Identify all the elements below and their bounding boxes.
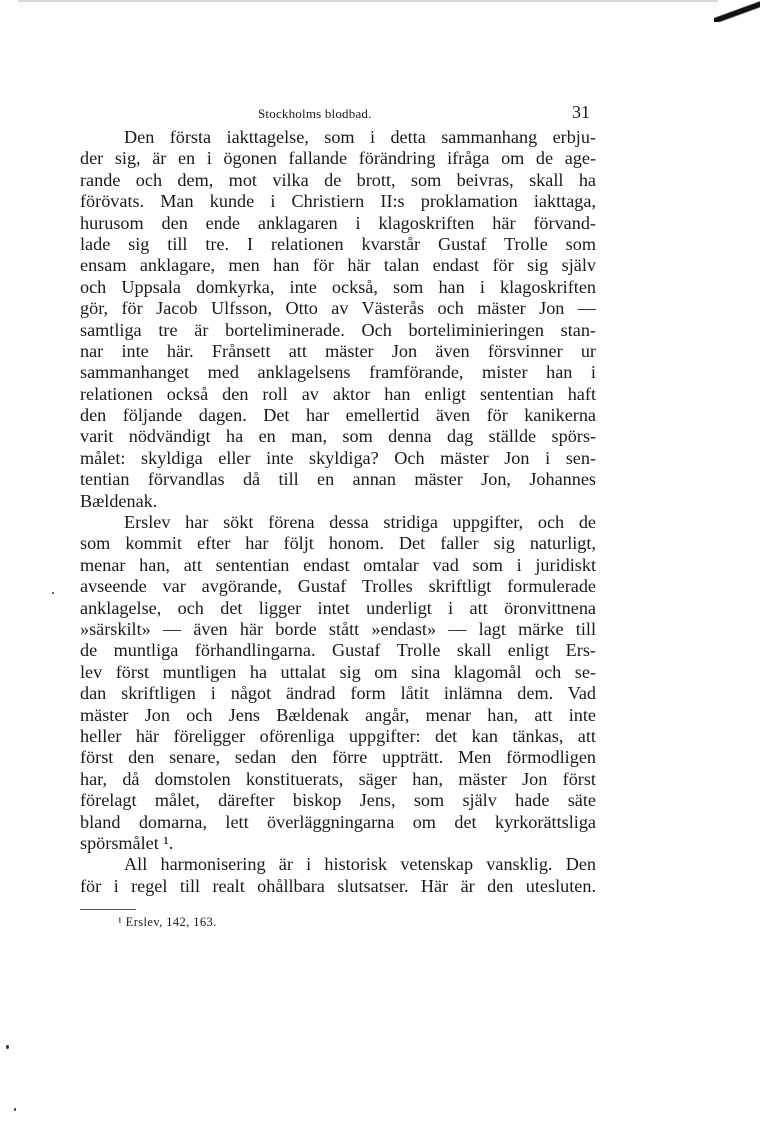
paragraph-2-line: menar han, att sententian endast omtalar vad som i juridiskt [80,554,596,575]
paragraph-1-line: Bældenak. [80,490,158,511]
footnote: ¹ Erslev, 142, 163. [118,915,217,929]
scan-speck [14,1108,16,1111]
paragraph-2-line: avseende var avgörande, Gustaf Trolles skriftligt formulerade [80,576,596,597]
body-text [80,127,596,897]
paragraph-1-line: lade sig till tre. I relationen kvarstår Gustaf Trolle som [80,233,596,254]
paragraph-1-line: rande och dem, mot vilka de brott, som beivras, skall ha [80,169,596,190]
paragraph-2-line: »särskilt» — även här borde stått »endast» — lagt märke till [80,618,596,639]
paragraph-1-line: och Uppsala domkyrka, inte också, som han i klagoskriften [80,276,596,297]
paragraph-3-line: All harmonisering är i historisk vetenskap vansklig. Den [124,854,596,875]
paragraph-2-line: först den senare, sedan den förre uppträtt. Men förmodligen [80,747,596,768]
paragraph-1-line: Den första iakttagelse, som i detta sammanhang erbju- [124,127,596,147]
paragraph-2-line: anklagelse, och det ligger intet underligt i att öronvittnena [80,597,596,618]
paragraph-1-line: varit nödvändigt ha en man, som denna dag ställde spörs- [80,426,596,447]
paragraph-1-line: relationen också den roll av aktor han enligt sententian haft [80,383,596,404]
paragraph-1-line: der sig, är en i ögonen fallande förändring ifråga om de age- [80,148,596,169]
paragraph-2-line: mäster Jon och Jens Bældenak angår, menar han, att inte [80,704,596,725]
running-head [0,100,760,130]
paragraph-2-line: de muntliga förhandlingarna. Gustaf Trolle skall enligt Ers- [80,640,596,661]
top-page-edge-rule [18,0,718,2]
paragraph-2-line: heller här föreligger oförenliga uppgifter: det kan tänkas, att [80,725,596,746]
paragraph-1-line: samtliga tre är borteliminerade. Och borteliminieringen stan- [80,319,596,340]
footnote-rule [80,909,136,910]
paragraph-1-line: tentian förvandlas då till en annan mäster Jon, Johannes [80,469,596,490]
page-number: 31 [572,102,590,122]
paragraph-1-line: målet: skyldiga eller inte skyldiga? Och mäster Jon i sen- [80,447,596,468]
corner-scan-mark [714,0,760,22]
paragraph-3-line: för i regel till realt ohållbara slutsatser. Här är den utesluten. [80,875,596,896]
paragraph-1-line: sammanhanget med anklagelsens framförande, mister han i [80,362,596,383]
paragraph-2-line: spörsmålet ¹. [80,832,174,853]
paragraph-1-line: ensam anklagare, men han för här talan endast för sig själv [80,255,596,276]
paragraph-2-line: har, då domstolen konstituerats, säger han, mäster Jon först [80,768,596,789]
paragraph-2-line: som kommit efter har följt honom. Det faller sig naturligt, [80,533,596,554]
paragraph-1-line: den följande dagen. Det har emellertid även för kanikerna [80,405,596,426]
paragraph-2-line: bland domarna, lett överläggningarna om det kyrkorättsliga [80,811,596,832]
paragraph-1-line: hurusom den ende anklagaren i klagoskriften här förvand- [80,212,596,233]
paragraph-1-line: nar inte här. Frånsett att mäster Jon även försvinner ur [80,340,596,361]
scan-speck [6,1045,9,1049]
paragraph-2-line: Erslev har sökt förena dessa stridiga uppgifter, och de [124,512,596,533]
paragraph-1-line: gör, för Jacob Ulfsson, Otto av Västerås och mäster Jon — [80,298,596,319]
paragraph-1-line: förövats. Man kunde i Christiern II:s proklamation iakttaga, [80,191,596,212]
running-title: Stockholms blodbad. [258,106,372,121]
paragraph-2-line: förelagt målet, därefter biskop Jens, som själv hade säte [80,790,596,811]
scan-speck [52,592,54,594]
paragraph-2-line: lev först muntligen ha uttalat sig om sina klagomål och se- [80,661,596,682]
paragraph-2-line: dan skriftligen i något ändrad form låtit inlämna dem. Vad [80,683,596,704]
